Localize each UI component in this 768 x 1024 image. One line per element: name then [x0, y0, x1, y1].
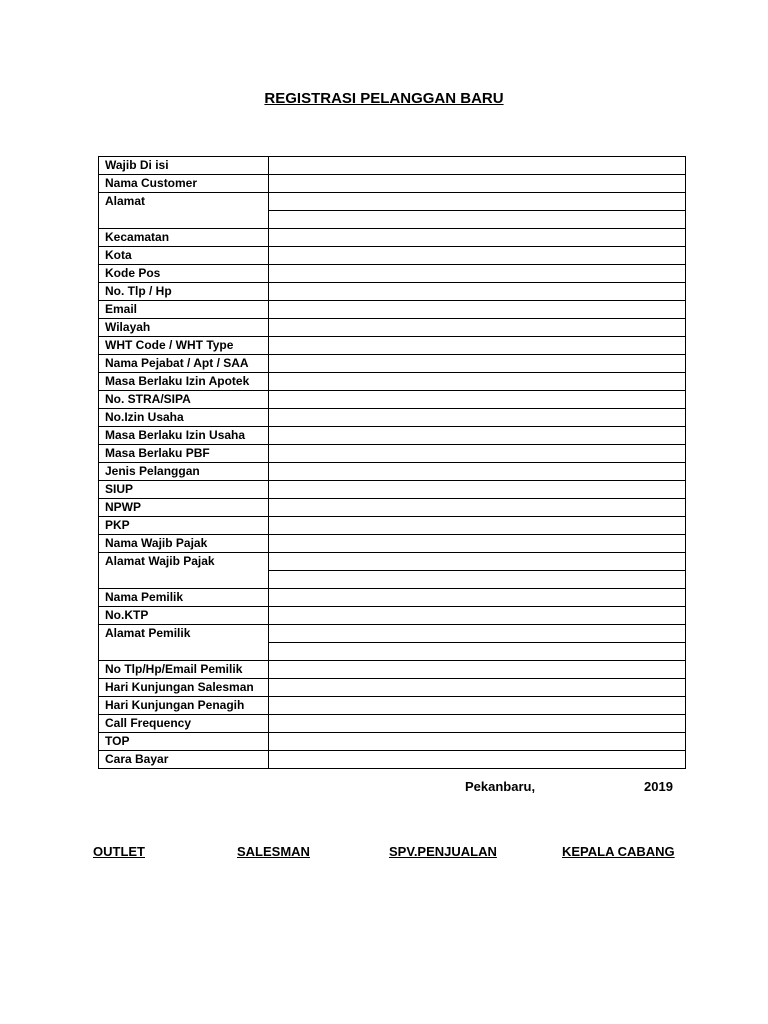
form-row: [99, 247, 686, 265]
field-label: Wajib Di isi: [99, 157, 269, 175]
field-label: Wilayah: [99, 319, 269, 337]
field-value-cell[interactable]: [269, 337, 686, 355]
field-value-cell[interactable]: [269, 481, 686, 499]
field-value-cell[interactable]: [269, 463, 686, 481]
field-value-cell[interactable]: [269, 211, 686, 229]
form-row: [99, 409, 686, 427]
form-row: [99, 355, 686, 373]
form-row: [99, 391, 686, 409]
field-label: Kota: [99, 247, 269, 265]
field-label: No Tlp/Hp/Email Pemilik: [99, 661, 269, 679]
field-label: No. STRA/SIPA: [99, 391, 269, 409]
field-value-cell[interactable]: [269, 733, 686, 751]
field-label: NPWP: [99, 499, 269, 517]
field-value-cell[interactable]: [269, 697, 686, 715]
form-row: [99, 715, 686, 733]
field-value-cell[interactable]: [269, 427, 686, 445]
field-label: Call Frequency: [99, 715, 269, 733]
field-value-cell[interactable]: [269, 355, 686, 373]
field-label: Hari Kunjungan Salesman: [99, 679, 269, 697]
field-label: Nama Customer: [99, 175, 269, 193]
form-row: [99, 319, 686, 337]
field-value-cell[interactable]: [269, 373, 686, 391]
field-value-cell[interactable]: [269, 751, 686, 769]
field-value-cell[interactable]: [269, 229, 686, 247]
form-row: [99, 751, 686, 769]
field-value-cell[interactable]: [269, 535, 686, 553]
signature-salesman: SALESMAN: [237, 844, 310, 859]
field-label: Nama Pejabat / Apt / SAA: [99, 355, 269, 373]
field-label: Alamat: [99, 193, 269, 229]
signature-kepala-cabang: KEPALA CABANG: [562, 844, 675, 859]
field-value-cell[interactable]: [269, 409, 686, 427]
field-label: Kecamatan: [99, 229, 269, 247]
field-label: Cara Bayar: [99, 751, 269, 769]
form-row: [99, 733, 686, 751]
form-table-body: [99, 157, 686, 769]
field-label: PKP: [99, 517, 269, 535]
field-value-cell[interactable]: [269, 571, 686, 589]
field-label: SIUP: [99, 481, 269, 499]
field-label: Kode Pos: [99, 265, 269, 283]
form-row: [99, 265, 686, 283]
form-row: [99, 337, 686, 355]
form-title: REGISTRASI PELANGGAN BARU: [264, 90, 504, 107]
form-row: [99, 157, 686, 175]
form-row: [99, 679, 686, 697]
form-row: [99, 517, 686, 535]
field-value-cell[interactable]: [269, 643, 686, 661]
field-value-cell[interactable]: [269, 589, 686, 607]
field-label: Alamat Wajib Pajak: [99, 553, 269, 589]
field-label: Nama Wajib Pajak: [99, 535, 269, 553]
field-label: WHT Code / WHT Type: [99, 337, 269, 355]
field-label: Jenis Pelanggan: [99, 463, 269, 481]
field-label: Masa Berlaku Izin Usaha: [99, 427, 269, 445]
form-row: [99, 229, 686, 247]
field-label: Hari Kunjungan Penagih: [99, 697, 269, 715]
field-value-cell[interactable]: [269, 265, 686, 283]
field-value-cell[interactable]: [269, 679, 686, 697]
form-row: [99, 427, 686, 445]
field-value-cell[interactable]: [269, 247, 686, 265]
field-value-cell[interactable]: [269, 661, 686, 679]
form-row: [99, 697, 686, 715]
field-value-cell[interactable]: [269, 607, 686, 625]
form-row: [99, 373, 686, 391]
field-value-cell[interactable]: [269, 157, 686, 175]
field-value-cell[interactable]: [269, 391, 686, 409]
field-value-cell[interactable]: [269, 445, 686, 463]
form-row: [99, 499, 686, 517]
field-value-cell[interactable]: [269, 175, 686, 193]
field-value-cell[interactable]: [269, 193, 686, 211]
form-row: [99, 661, 686, 679]
signature-outlet: OUTLET: [93, 844, 145, 859]
form-row: [99, 535, 686, 553]
field-value-cell[interactable]: [269, 283, 686, 301]
form-row: [99, 553, 686, 571]
form-row: [99, 463, 686, 481]
form-row: [99, 481, 686, 499]
signature-spv-penjualan: SPV.PENJUALAN: [389, 844, 497, 859]
field-label: No. Tlp / Hp: [99, 283, 269, 301]
field-label: Alamat Pemilik: [99, 625, 269, 661]
field-value-cell[interactable]: [269, 553, 686, 571]
form-row: [99, 301, 686, 319]
field-value-cell[interactable]: [269, 517, 686, 535]
field-label: Masa Berlaku PBF: [99, 445, 269, 463]
field-label: No.Izin Usaha: [99, 409, 269, 427]
field-label: Nama Pemilik: [99, 589, 269, 607]
form-row: [99, 283, 686, 301]
registration-form-table: [98, 156, 686, 769]
form-row: [99, 175, 686, 193]
field-value-cell[interactable]: [269, 499, 686, 517]
field-label: TOP: [99, 733, 269, 751]
form-row: [99, 445, 686, 463]
form-row: [99, 625, 686, 643]
field-label: No.KTP: [99, 607, 269, 625]
field-label: Email: [99, 301, 269, 319]
field-value-cell[interactable]: [269, 625, 686, 643]
field-value-cell[interactable]: [269, 301, 686, 319]
form-row: [99, 607, 686, 625]
form-row: [99, 589, 686, 607]
field-value-cell[interactable]: [269, 715, 686, 733]
field-value-cell[interactable]: [269, 319, 686, 337]
field-label: Masa Berlaku Izin Apotek: [99, 373, 269, 391]
form-row: [99, 193, 686, 211]
footer-place: Pekanbaru,: [465, 779, 536, 794]
footer-year: 2019: [644, 779, 673, 794]
